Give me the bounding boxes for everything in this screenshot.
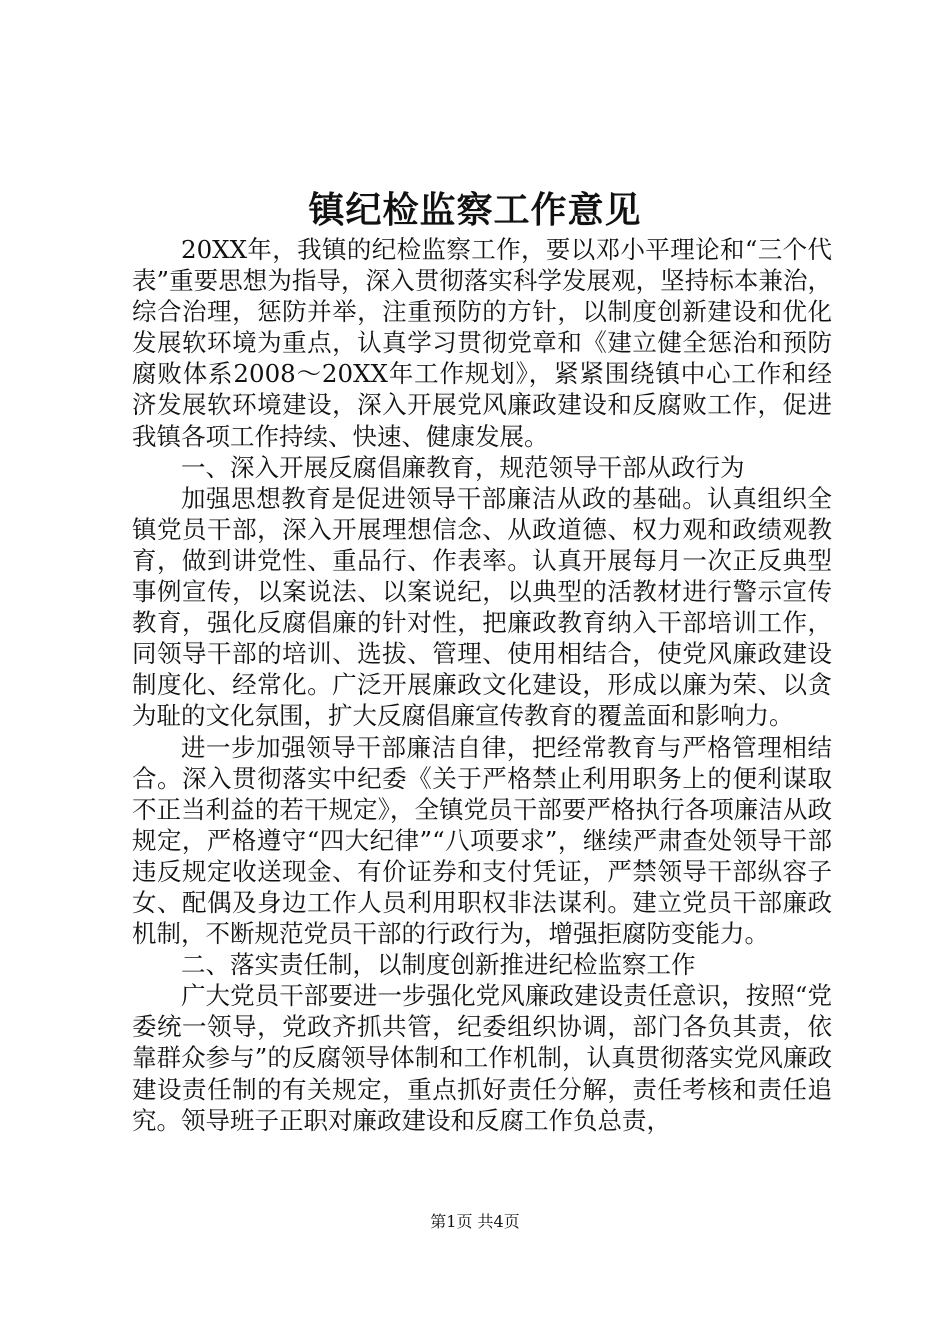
document-body [132,234,832,1136]
paragraph-intro: 20XX年，我镇的纪检监察工作，要以邓小平理论和“三个代表”重要思想为指导，深入贯彻落实科学发展观，坚持标本兼治，综合治理，惩防并举，注重预防的方针，以制度创新建设和优化发展软环境为重点，认真学习贯彻党章和《建立健全惩治和预防腐败体系2008～20XX年工作规划》，紧紧围绕镇中心工作和经济发展软环境建设，深入开展党风廉政建设和反腐败工作，促进我镇各项工作持续、快速、健康发展。 [132,235,832,451]
paragraph-self-discipline: 进一步加强领导干部廉洁自律，把经常教育与严格管理相结合。深入贯彻落实中纪委《关于严格禁止利用职务上的便利谋取不正当利益的若干规定》，全镇党员干部要严格执行各项廉洁从政规定，严格遵守“四大纪律”“八项要求”，继续严肃查处领导干部违反规定收送现金、有价证券和支付凭证，严禁领导干部纵容子女、配偶及身边工作人员利用职权非法谋利。建立党员干部廉政机制，不断规范党员干部的行政行为，增强拒腐防变能力。 [132,732,832,949]
paragraph-responsibility: 广大党员干部要进一步强化党风廉政建设责任意识，按照“党委统一领导，党政齐抓共管，纪委组织协调，部门各负其责，依靠群众参与”的反腐领导体制和工作机制，认真贯彻落实党风廉政建设责任制的有关规定，重点抓好责任分解，责任考核和责任追究。领导班子正职对廉政建设和反腐工作负总责， [132,981,832,1135]
document-title: 镇纪检监察工作意见 [308,189,642,231]
paragraph-education: 加强思想教育是促进领导干部廉洁从政的基础。认真组织全镇党员干部，深入开展理想信念、从政道德、权力观和政绩观教育，做到讲党性、重品行、作表率。认真开展每月一次正反典型事例宣传，以案说法、以案说纪，以典型的活教材进行警示宣传教育，强化反腐倡廉的针对性，把廉政教育纳入干部培训工作，同领导干部的培训、选拔、管理、使用相结合，使党风廉政建设制度化、经常化。广泛开展廉政文化建设，形成以廉为荣、以贪为耻的文化氛围，扩大反腐倡廉宣传教育的覆盖面和影响力。 [132,483,832,731]
page-footer: 第1页 共4页 [430,1212,520,1231]
section-heading-2: 二、落实责任制，以制度创新推进纪检监察工作 [181,950,696,980]
section-heading-1: 一、深入开展反腐倡廉教育，规范领导干部从政行为 [181,452,745,482]
